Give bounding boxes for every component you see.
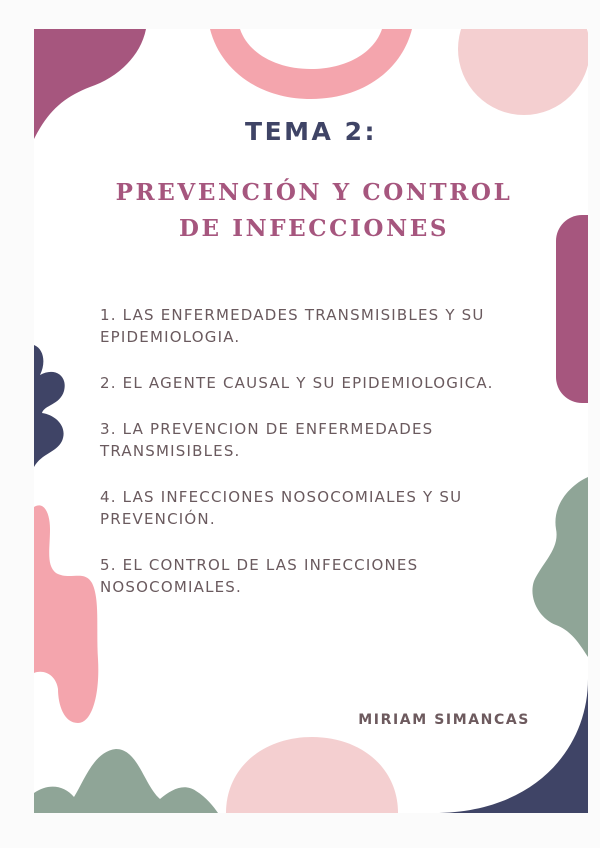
author-name: MIRIAM SIMANCAS <box>358 712 530 728</box>
topic-item-1: 1. LAS ENFERMEDADES TRANSMISIBLES Y SU EPIDEMIOLOGIA. <box>100 306 485 346</box>
sage-waves-bottom-left <box>34 749 218 813</box>
topic-item-3: 3. LA PREVENCION DE ENFERMEDADES TRANSMISIBLES. <box>100 420 434 460</box>
subtitle-line-2: DE INFECCIONES <box>178 215 450 242</box>
page-subtitle <box>94 175 534 247</box>
topic-list <box>100 304 530 622</box>
sage-blob-right <box>532 477 588 657</box>
topic-item-4: 4. LAS INFECCIONES NOSOCOMIALES Y SU PREVENCIÓN. <box>100 488 463 528</box>
document-page <box>34 29 588 813</box>
blush-semicircle-bottom <box>226 737 398 813</box>
blush-circle-top-right <box>458 29 588 115</box>
subtitle-line-1: PREVENCIÓN Y CONTROL <box>115 179 513 206</box>
plum-pill-right <box>556 215 588 403</box>
topic-item-5: 5. EL CONTROL DE LAS INFECCIONES NOSOCOMIALES. <box>100 556 419 596</box>
pink-blob-left <box>34 505 98 723</box>
navy-corner-bottom-right <box>434 679 588 813</box>
navy-leaf-left <box>34 345 65 467</box>
topic-item-2: 2. EL AGENTE CAUSAL Y SU EPIDEMIOLOGICA. <box>100 374 494 392</box>
page-title: TEMA 2: <box>245 117 377 146</box>
